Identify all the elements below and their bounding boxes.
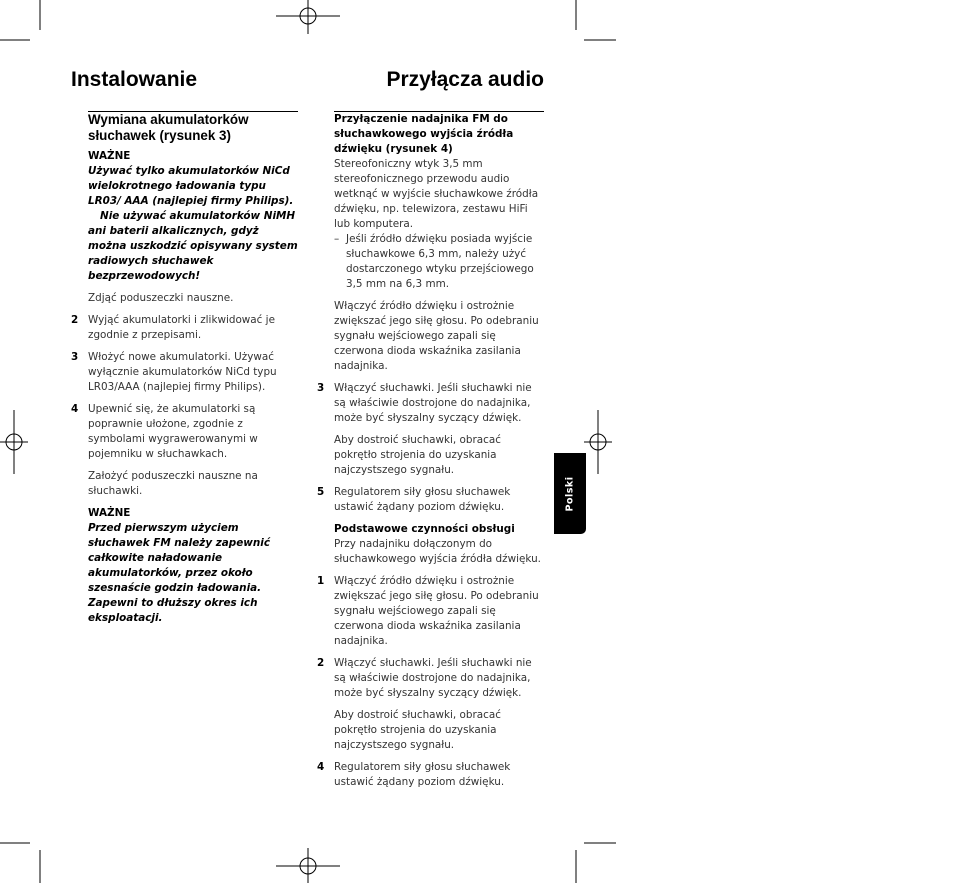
paragraph: Aby dostroić słuchawki, obracać pokrętło strojenia do uzyskania najczystszego sygnału. [334, 434, 501, 476]
step-number: 3 [317, 382, 325, 394]
registration-mark-left [0, 410, 28, 474]
warning-text: Nie używać akumulatorków NiMH ani baterii alkalicznych, gdyż można uszkodzić opisywany system radiowych słuchawek bezprzewodowych! [88, 210, 298, 282]
left-column [71, 112, 299, 626]
subsection-heading: Podstawowe czynności obsługi [334, 523, 515, 535]
step-number: 4 [317, 761, 325, 773]
warning-text: Przed pierwszym użyciem słuchawek FM należy zapewnić całkowite naładowanie akumulatorków, przez około szesnaście godzin ładowania. Zapewni to dłuższy okres ich eksploatacji. [88, 522, 270, 624]
numbered-step [317, 760, 545, 790]
paragraph: Przy nadajniku dołączonym do słuchawkowego wyjścia źródła dźwięku. [334, 538, 541, 565]
step-text: Upewnić się, że akumulatorki są poprawnie ułożone, zgodnie z symbolami wygrawerowanymi w pojemniku w słuchawkach. [88, 403, 258, 460]
step-text: Regulatorem siły głosu słuchawek ustawić żądany poziom dźwięku. [334, 486, 511, 513]
dash-bullet: – [334, 233, 340, 245]
paragraph: Stereofoniczny wtyk 3,5 mm stereofonicznego przewodu audio wetknąć w wyjście słuchawkowe źródła dźwięku, np. telewizora, zestawu HiFi lub komputera. [334, 158, 539, 230]
numbered-step [317, 574, 545, 649]
step-text: Założyć poduszeczki nauszne na słuchawki. [88, 470, 258, 497]
language-tab [554, 453, 586, 534]
step-text: Wyjąć akumulatorki i zlikwidować je zgodnie z przepisami. [88, 314, 275, 341]
numbered-step [71, 313, 299, 343]
step-text: Zdjąć poduszeczki nauszne. [88, 292, 234, 304]
warning-text: Używać tylko akumulatorków NiCd wielokrotnego ładowania typu LR03/ AAA (najlepiej firmy Philips). [88, 165, 294, 207]
numbered-step [317, 485, 545, 515]
warning-label: WAŻNE [88, 507, 131, 519]
step-number: 1 [317, 575, 325, 587]
numbered-step [317, 381, 545, 426]
subsection-heading: Przyłączenie nadajnika FM do słuchawkowego wyjścia źródła dźwięku (rysunek 4) [334, 113, 514, 155]
page-title-right: Przyłącza audio [386, 68, 544, 91]
step-text: Włożyć nowe akumulatorki. Używać wyłącznie akumulatorków NiCd typu LR03/AAA (najlepiej firmy Philips). [88, 351, 277, 393]
registration-mark-top [276, 0, 340, 34]
step-number: 2 [317, 657, 325, 669]
step-number: 2 [71, 314, 79, 326]
list-item-text: Jeśli źródło dźwięku posiada wyjście słuchawkowe 6,3 mm, należy użyć dostarczonego wtyku przejściowego 3,5 mm na 6,3 mm. [346, 233, 534, 290]
paragraph: Aby dostroić słuchawki, obracać pokrętło strojenia do uzyskania najczystszego sygnału. [334, 709, 501, 751]
step-text: Włączyć słuchawki. Jeśli słuchawki nie są właściwie dostrojone do nadajnika, może być słyszalny syczący dźwięk. [334, 657, 532, 699]
step-text: Regulatorem siły głosu słuchawek ustawić żądany poziom dźwięku. [334, 761, 511, 788]
step-text: Włączyć źródło dźwięku i ostrożnie zwiększać jego siłę głosu. Po odebraniu sygnału wejściowego zapali się czerwona dioda wskaźnika zasilania nadajnika. [334, 575, 539, 647]
step-number: 3 [71, 351, 79, 363]
numbered-step [317, 656, 545, 701]
step-text: Włączyć słuchawki. Jeśli słuchawki nie są właściwie dostrojone do nadajnika, może być słyszalny syczący dźwięk. [334, 382, 532, 424]
warning-label: WAŻNE [88, 150, 131, 162]
step-number: 4 [71, 403, 79, 415]
page-title-left: Instalowanie [71, 68, 198, 91]
paragraph: Włączyć źródło dźwięku i ostrożnie zwiększać jego siłę głosu. Po odebraniu sygnału wejściowego zapali się czerwona dioda wskaźnika zasilania nadajnika. [334, 300, 539, 372]
step-number: 5 [317, 486, 325, 498]
dash-list-item [334, 232, 545, 292]
registration-mark-bottom [276, 848, 340, 883]
numbered-step [71, 402, 299, 462]
language-tab-label: Polski [564, 476, 576, 511]
numbered-step [71, 350, 299, 395]
registration-mark-right [584, 410, 612, 474]
right-column [317, 112, 545, 790]
section-heading: Wymiana akumulatorków słuchawek (rysunek 3) [88, 112, 249, 143]
